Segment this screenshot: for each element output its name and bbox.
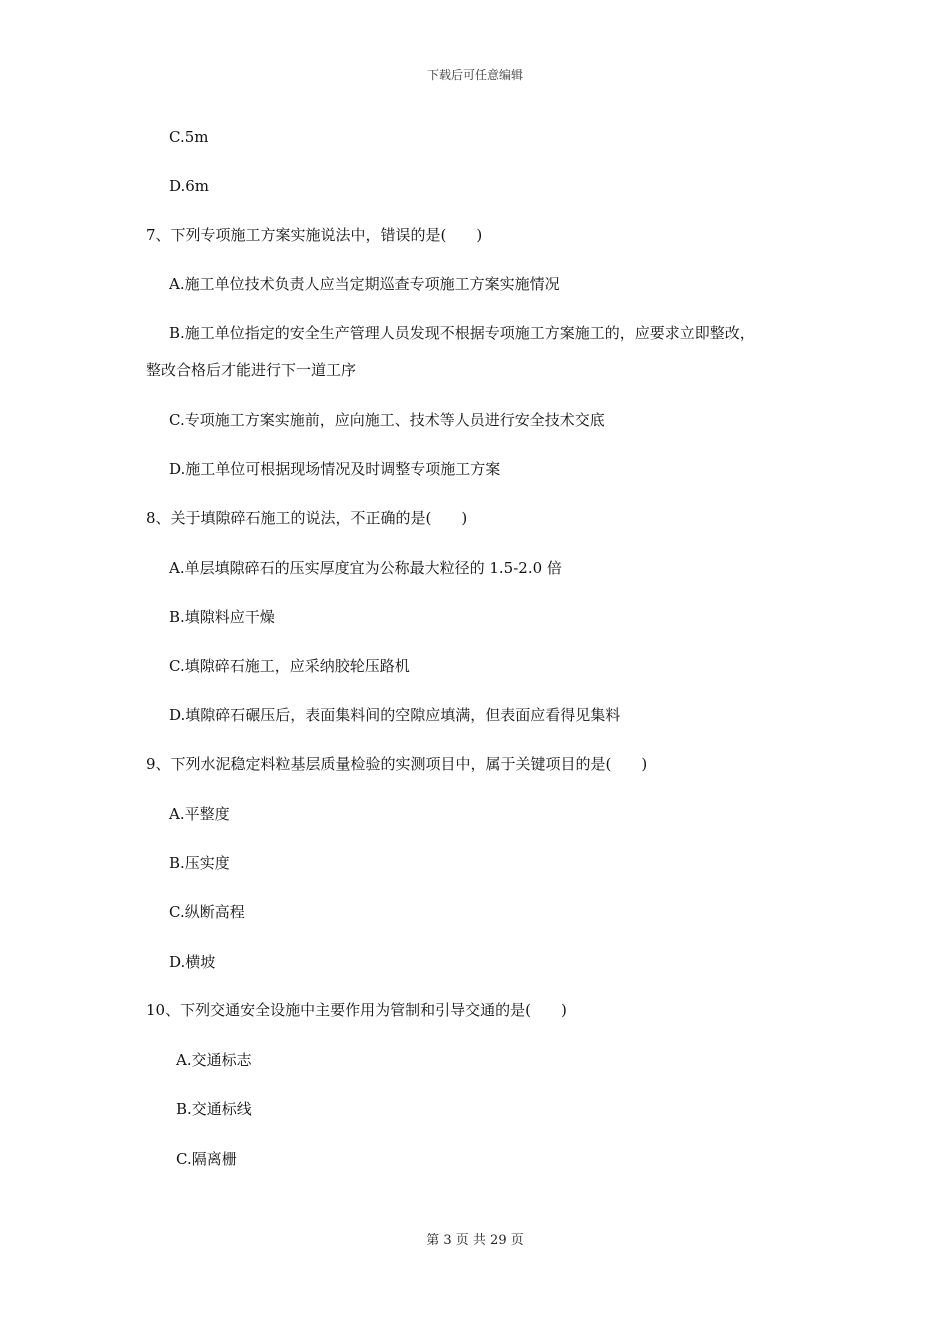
option-a-q10: A.交通标志 bbox=[176, 1051, 252, 1069]
page-footer: 第 3 页 共 29 页 bbox=[426, 1233, 524, 1248]
option-c-q10: C.隔离栅 bbox=[176, 1150, 237, 1168]
option-d-q6: D.6m bbox=[169, 177, 210, 195]
option-b-q9: B.压实度 bbox=[169, 854, 230, 872]
question-8: 8、关于填隙碎石施工的说法，不正确的是( ) bbox=[146, 509, 468, 527]
option-c-q8: C.填隙碎石施工，应采纳胶轮压路机 bbox=[169, 657, 410, 675]
option-b-q10: B.交通标线 bbox=[176, 1100, 252, 1118]
option-a-q8: A.单层填隙碎石的压实厚度宜为公称最大粒径的 1.5-2.0 倍 bbox=[169, 559, 562, 577]
option-b-q8: B.填隙料应干燥 bbox=[169, 608, 275, 626]
option-c-q7: C.专项施工方案实施前，应向施工、技术等人员进行安全技术交底 bbox=[169, 411, 605, 429]
option-a-q7: A.施工单位技术负责人应当定期巡查专项施工方案实施情况 bbox=[169, 275, 560, 293]
question-7: 7、下列专项施工方案实施说法中，错误的是( ) bbox=[146, 226, 483, 244]
option-b-q7: B.施工单位指定的安全生产管理人员发现不根据专项施工方案施工的，应要求立即整改， bbox=[169, 324, 755, 342]
option-c-q6: C.5m bbox=[169, 128, 209, 146]
option-d-q8: D.填隙碎石碾压后，表面集料间的空隙应填满，但表面应看得见集料 bbox=[169, 706, 621, 724]
option-a-q9: A.平整度 bbox=[169, 805, 230, 823]
option-c-q9: C.纵断高程 bbox=[169, 903, 245, 921]
option-d-q9: D.横坡 bbox=[169, 953, 216, 971]
option-d-q7: D.施工单位可根据现场情况及时调整专项施工方案 bbox=[169, 460, 501, 478]
option-b-q7-continued: 整改合格后才能进行下一道工序 bbox=[146, 361, 357, 379]
question-9: 9、下列水泥稳定料粒基层质量检验的实测项目中，属于关键项目的是( ) bbox=[146, 755, 648, 773]
question-10: 10、下列交通安全设施中主要作用为管制和引导交通的是( ) bbox=[146, 1001, 567, 1019]
page-header: 下载后可任意编辑 bbox=[426, 68, 523, 82]
